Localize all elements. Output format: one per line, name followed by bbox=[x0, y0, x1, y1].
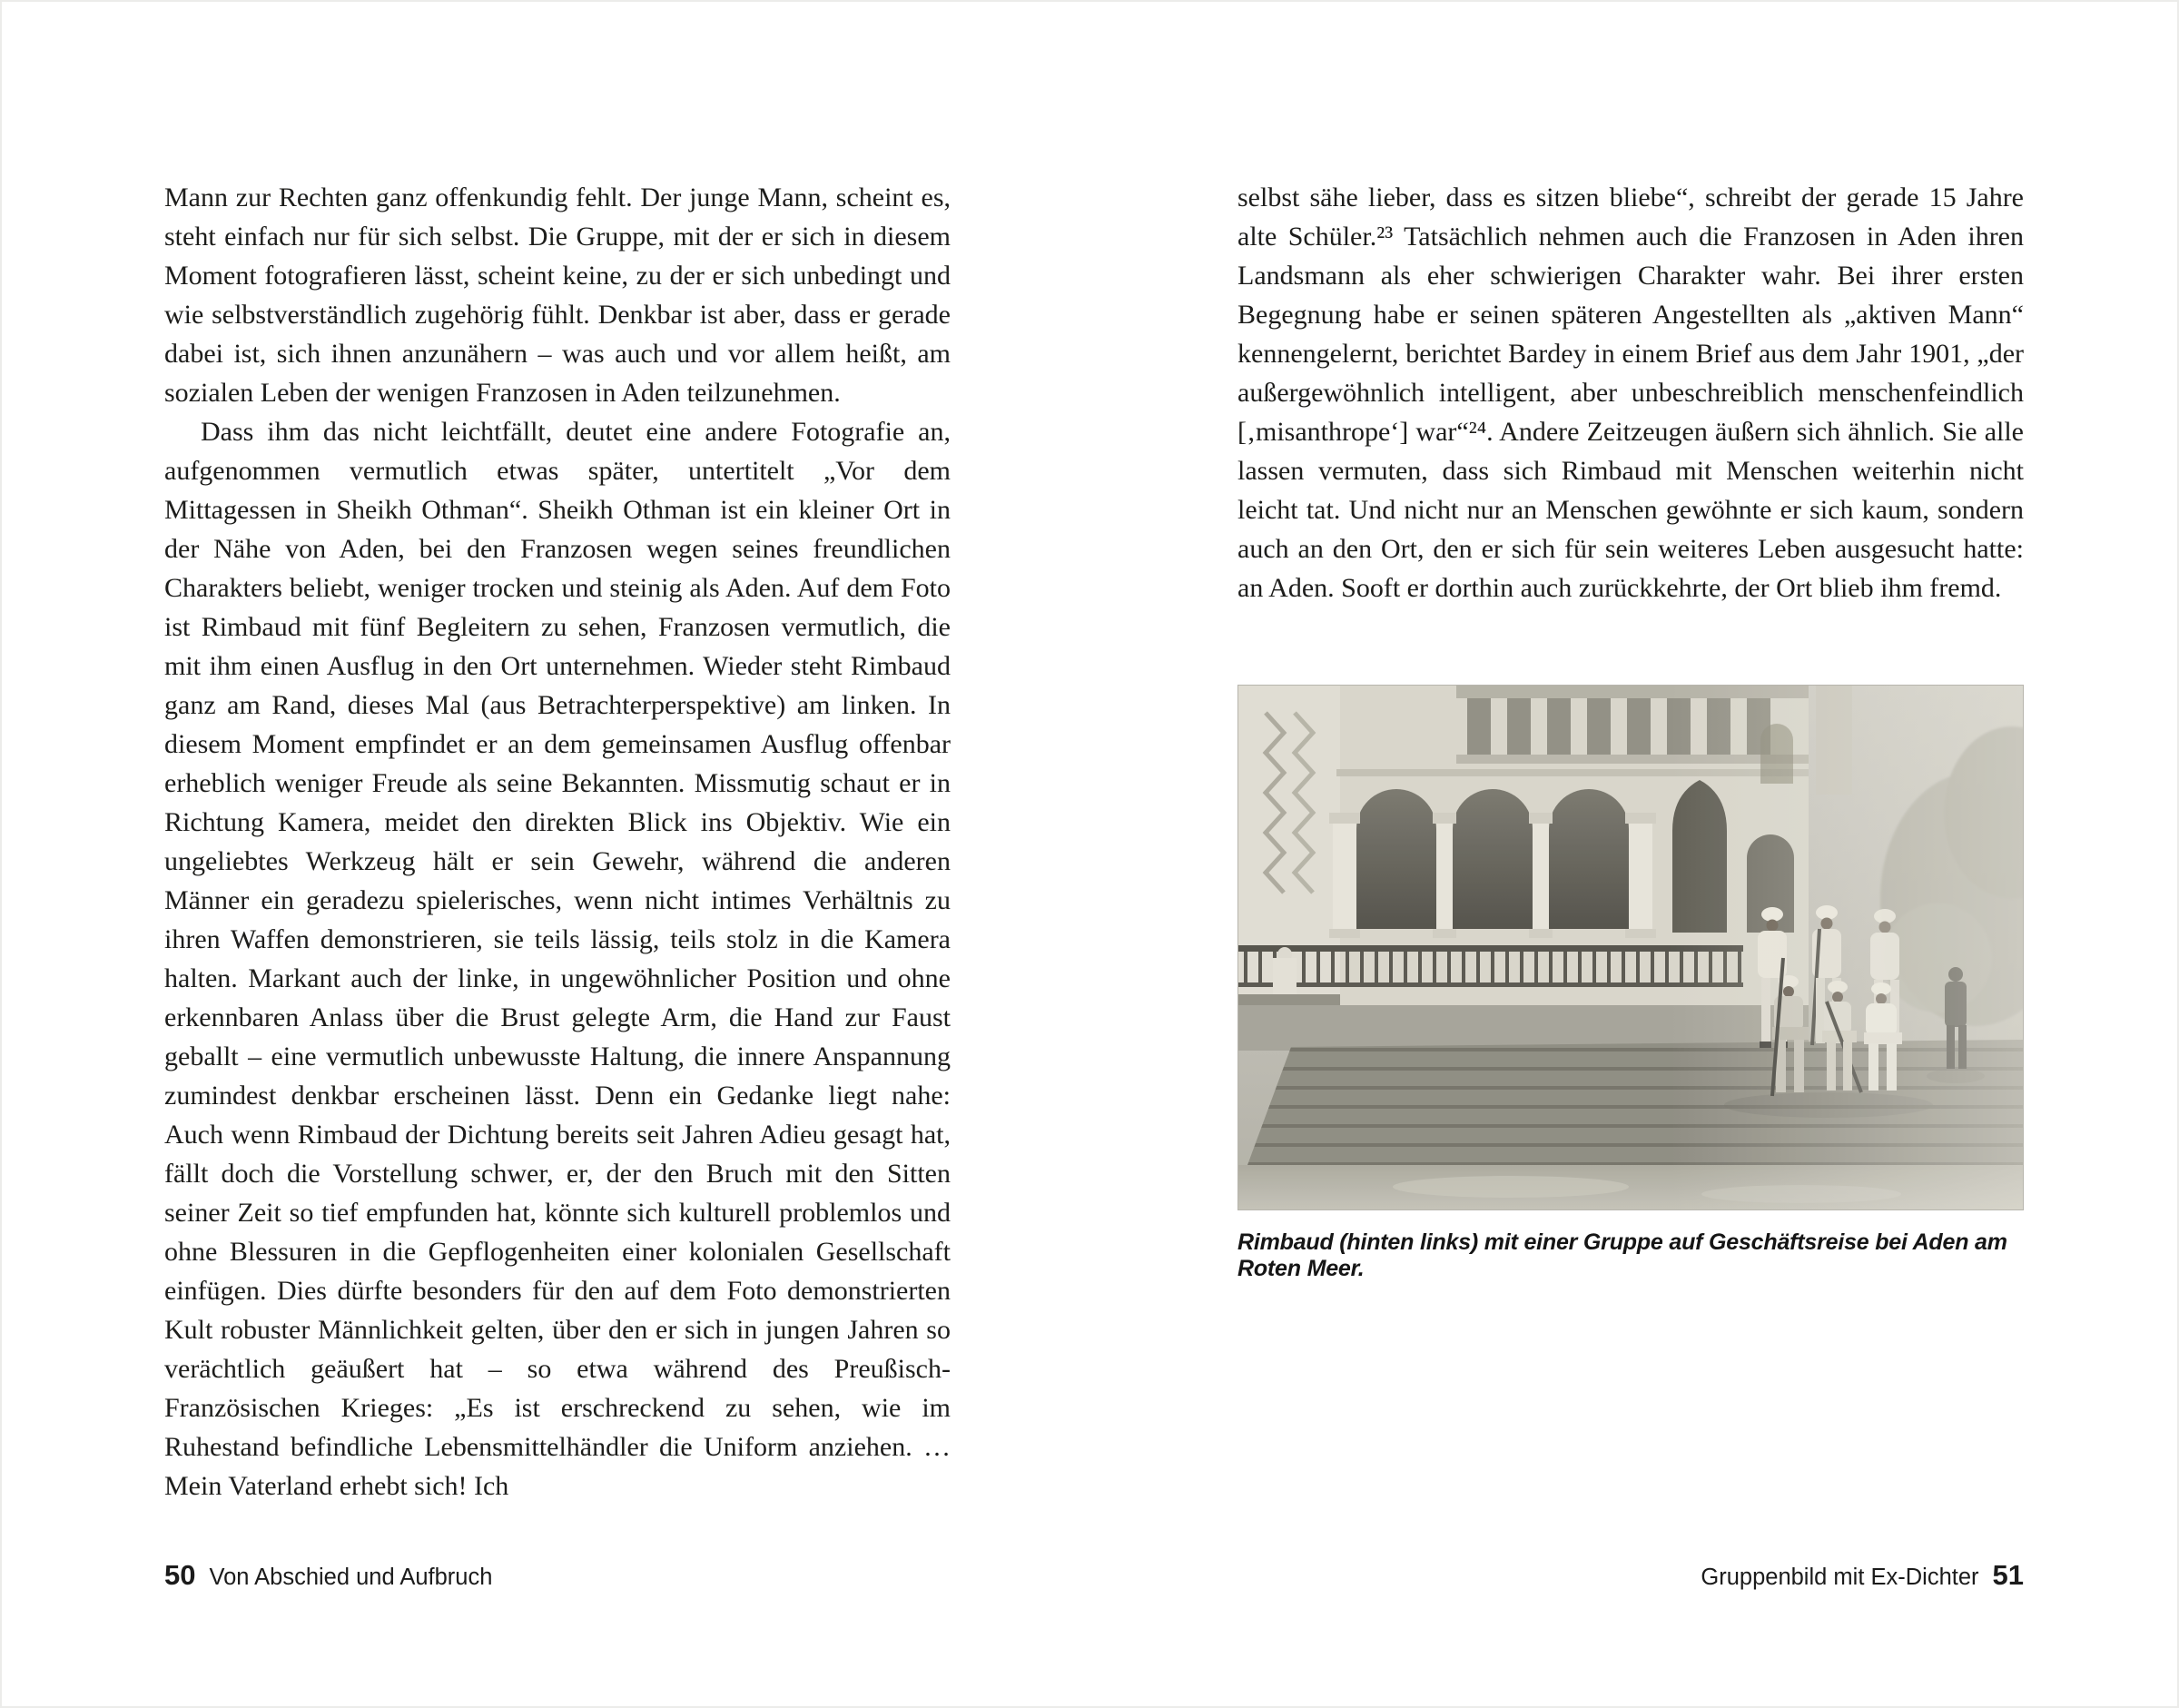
page-footer-right bbox=[1237, 1559, 2024, 1592]
photo-caption: Rimbaud (hinten links) mit einer Gruppe auf Geschäftsreise bei Aden am Roten Meer. bbox=[1237, 1229, 2007, 1281]
page-footer-left bbox=[164, 1559, 951, 1592]
page-number-left: 50 bbox=[164, 1559, 196, 1591]
page-right-body-text bbox=[1237, 178, 2024, 607]
running-footer-chapter-right: Gruppenbild mit Ex-Dichter bbox=[1701, 1565, 1979, 1590]
page-number-right: 51 bbox=[1992, 1559, 2024, 1591]
group-photo-image bbox=[1238, 686, 2023, 1209]
group-photo bbox=[1237, 685, 2024, 1210]
photo-figure bbox=[1237, 685, 2024, 1282]
running-footer-chapter-left: Von Abschied und Aufbruch bbox=[209, 1565, 493, 1590]
paragraph: Mann zur Rechten ganz offenkundig fehlt. Der junge Mann, scheint es, steht einfach nur für sich selbst. Die Gruppe, mit der er sich in diesem Moment fotografieren lässt, scheint keine, zu der er sich unbedingt und wie selbstverständlich zugehörig fühlt. Denkbar ist aber, dass er gerade dabei ist, sich ihnen anzunähern – was auch und vor allem heißt, am sozialen Leben der wenigen Franzosen in Aden teilzunehmen. bbox=[164, 183, 951, 408]
paragraph: selbst sähe lieber, dass es sitzen bliebe“, schreibt der gerade 15 Jahre alte Schüler.²³ Tatsächlich nehmen auch die Franzosen in Aden ihren Landsmann als eher schwierigen Charakter wahr. Bei ihrer ersten Begegnung habe er seinen späteren Angestellten als „aktiven Mann“ kennengelernt, berichtet Bardey in einem Brief aus dem Jahr 1901, „der außergewöhnlich intelligent, aber unbeschreiblich menschenfeindlich [‚misanthrope‘] war“²⁴. Andere Zeitzeugen äußern sich ähnlich. Sie alle lassen vermuten, dass sich Rimbaud mit Menschen weiterhin nicht leicht tat. Und nicht nur an Menschen gewöhnte er sich kaum, sondern auch an den Ort, den er sich für sein weiteres Leben ausgesucht hatte: an Aden. Sooft er dorthin auch zurückkehrte, der Ort blieb ihm fremd. bbox=[1237, 183, 2024, 603]
paragraph: Dass ihm das nicht leichtfällt, deutet eine andere Fotografie an, aufgenommen vermutlich etwas später, untertitelt „Vor dem Mittagessen in Sheikh Othman“. Sheikh Othman ist ein kleiner Ort in der Nähe von Aden, bei den Franzosen wegen seines freundlichen Charakters beliebt, weniger trocken und steinig als Aden. Auf dem Foto ist Rimbaud mit fünf Begleitern zu sehen, Franzosen vermutlich, die mit ihm einen Ausflug in den Ort unternehmen. Wieder steht Rimbaud ganz am Rand, dieses Mal (aus Betrachterperspektive) am linken. In diesem Moment empfindet er an dem gemeinsamen Ausflug offenbar erheblich weniger Freude als seine Bekannten. Missmutig schaut er in Richtung Kamera, meidet den direkten Blick ins Objektiv. Wie ein ungeliebtes Werkzeug hält er sein Gewehr, während die anderen Männer ein geradezu spielerisches, wenn nicht intimes Verhältnis zu ihren Waffen demonstrieren, sie teils lässig, teils stolz in die Kamera halten. Markant auch der linke, in ungewöhnlicher Position und ohne erkennbaren Anlass über die Brust gelegte Arm, die Hand zur Faust geballt – eine vermutlich unbewusste Haltung, die innere Anspannung zumindest denkbar erscheinen lässt. Denn ein Gedanke liegt nahe: Auch wenn Rimbaud der Dichtung bereits seit Jahren Adieu gesagt hat, fällt doch die Vorstellung schwer, er, der den Bruch mit den Sitten seiner Zeit so tief empfunden hat, könnte sich kulturell problemlos und ohne Blessuren in die Gepflogenheiten einer kolonialen Gesellschaft einfügen. Dies dürfte besonders für den auf dem Foto demonstrierten Kult robuster Männlichkeit gelten, über den er sich in jungen Jahren so verächtlich geäußert hat – so etwa während des Preußisch-Französischen Krieges: „Es ist erschreckend zu sehen, wie im Ruhestand befindliche Lebensmittelhändler die Uniform anziehen. … Mein Vaterland erhebt sich! Ich bbox=[164, 417, 951, 1501]
page-left-body-text bbox=[164, 178, 951, 1506]
